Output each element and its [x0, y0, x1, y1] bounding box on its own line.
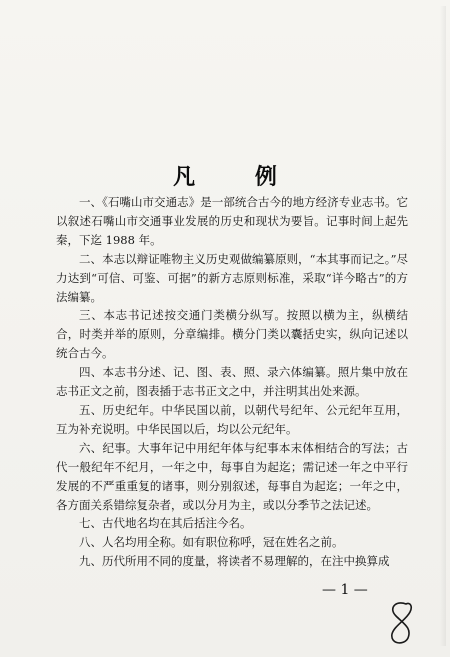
paragraph-9: 九、历代所用不同的度量，将读者不易理解的，在注中换算成	[79, 554, 390, 569]
page-title: 凡 例	[173, 164, 303, 190]
paragraph-6: 六、纪事。大事年记中用纪年体与纪事本末体相结合的写法；古代一般纪年不纪月，一年之中，每事自为起迄；需记述一年之中平行发展的不严重重复的诸事，则分别叙述，每事自为起迄；一年之中，各方面关系错综复杂者，或以分月为主，或以分季节之法记述。	[56, 440, 408, 512]
page-number: — 1 —	[322, 582, 368, 598]
paragraph-7: 七、古代地名均在其后括注今名。	[79, 516, 252, 531]
paragraph-3: 三、本志书记述按交通门类横分纵写。按照以横为主，纵横结合，时类并举的原则，分章编排。横分门类以囊括史实，纵向记述以统合古今。	[56, 308, 408, 361]
paragraph-8: 八、人名均用全称。如有职位称呼，冠在姓名之前。	[79, 535, 344, 550]
paragraph-5: 五、历史纪年。中华民国以前，以朝代号纪年、公元纪年互用，互为补充说明。中华民国以后，均以公元纪年。	[56, 402, 408, 436]
paragraph-1: 一、《石嘴山市交通志》是一部统合古今的地方经济专业志书。它以叙述石嘴山市交通事业发展的历史和现状为要旨。记事时间上起先秦，下迄 1988 年。	[56, 195, 408, 247]
page-edge-shadow	[440, 6, 446, 646]
paragraph-2: 二、本志以辩证唯物主义历史观做编纂原则，“本其事而记之。”尽力达到“可信、可鉴、可据”的新方志原则标准，采取“详今略古”的方法编纂。	[56, 251, 408, 304]
handwritten-signature-icon	[382, 598, 422, 648]
body-text	[56, 193, 408, 571]
paragraph-4: 四、本志书分述、记、图、表、照、录六体编纂。照片集中放在志书正文之前，图表插于志书正文之中，并注明其出处来源。	[56, 365, 408, 399]
